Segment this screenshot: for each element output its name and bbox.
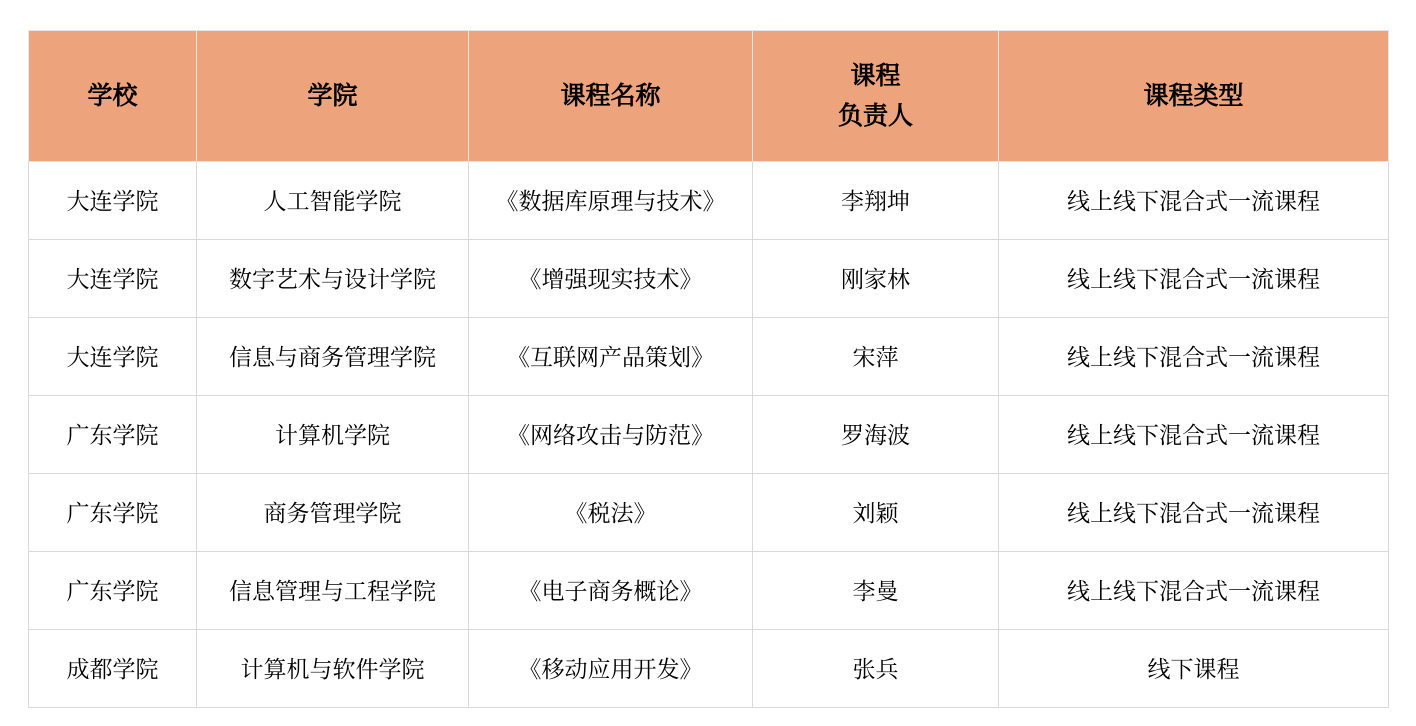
table-row xyxy=(29,630,1389,708)
column-header-course-leader-line1: 课程 xyxy=(850,62,901,90)
cell-school: 广东学院 xyxy=(29,396,197,474)
cell-school: 大连学院 xyxy=(29,240,197,318)
cell-course: 《网络攻击与防范》 xyxy=(469,396,753,474)
table-row xyxy=(29,318,1389,396)
table-header xyxy=(29,31,1389,162)
course-table xyxy=(28,30,1389,708)
cell-school: 广东学院 xyxy=(29,474,197,552)
column-header-course-leader xyxy=(753,31,999,162)
cell-type: 线上线下混合式一流课程 xyxy=(999,162,1389,240)
cell-type: 线上线下混合式一流课程 xyxy=(999,240,1389,318)
cell-course: 《互联网产品策划》 xyxy=(469,318,753,396)
cell-college: 商务管理学院 xyxy=(197,474,469,552)
cell-leader: 李翔坤 xyxy=(753,162,999,240)
table-row xyxy=(29,474,1389,552)
cell-course: 《税法》 xyxy=(469,474,753,552)
column-header-school: 学校 xyxy=(29,31,197,162)
cell-school: 成都学院 xyxy=(29,630,197,708)
cell-college: 计算机与软件学院 xyxy=(197,630,469,708)
table-row xyxy=(29,396,1389,474)
cell-leader: 刚家林 xyxy=(753,240,999,318)
cell-course: 《增强现实技术》 xyxy=(469,240,753,318)
cell-leader: 刘颖 xyxy=(753,474,999,552)
cell-leader: 宋萍 xyxy=(753,318,999,396)
cell-college: 信息与商务管理学院 xyxy=(197,318,469,396)
column-header-course-type: 课程类型 xyxy=(999,31,1389,162)
course-table-container xyxy=(28,30,1388,708)
cell-leader: 罗海波 xyxy=(753,396,999,474)
cell-type: 线上线下混合式一流课程 xyxy=(999,552,1389,630)
cell-school: 大连学院 xyxy=(29,162,197,240)
table-body xyxy=(29,162,1389,708)
cell-college: 计算机学院 xyxy=(197,396,469,474)
cell-course: 《移动应用开发》 xyxy=(469,630,753,708)
cell-leader: 张兵 xyxy=(753,630,999,708)
cell-school: 广东学院 xyxy=(29,552,197,630)
cell-leader: 李曼 xyxy=(753,552,999,630)
table-row xyxy=(29,240,1389,318)
column-header-course-leader-line2: 负责人 xyxy=(837,102,913,130)
cell-type: 线上线下混合式一流课程 xyxy=(999,318,1389,396)
cell-college: 数字艺术与设计学院 xyxy=(197,240,469,318)
cell-course: 《电子商务概论》 xyxy=(469,552,753,630)
cell-type: 线上线下混合式一流课程 xyxy=(999,396,1389,474)
cell-type: 线上线下混合式一流课程 xyxy=(999,474,1389,552)
table-row xyxy=(29,552,1389,630)
cell-school: 大连学院 xyxy=(29,318,197,396)
column-header-course-name: 课程名称 xyxy=(469,31,753,162)
table-row xyxy=(29,162,1389,240)
column-header-college: 学院 xyxy=(197,31,469,162)
cell-college: 信息管理与工程学院 xyxy=(197,552,469,630)
cell-course: 《数据库原理与技术》 xyxy=(469,162,753,240)
cell-college: 人工智能学院 xyxy=(197,162,469,240)
cell-type: 线下课程 xyxy=(999,630,1389,708)
header-row xyxy=(29,31,1389,162)
